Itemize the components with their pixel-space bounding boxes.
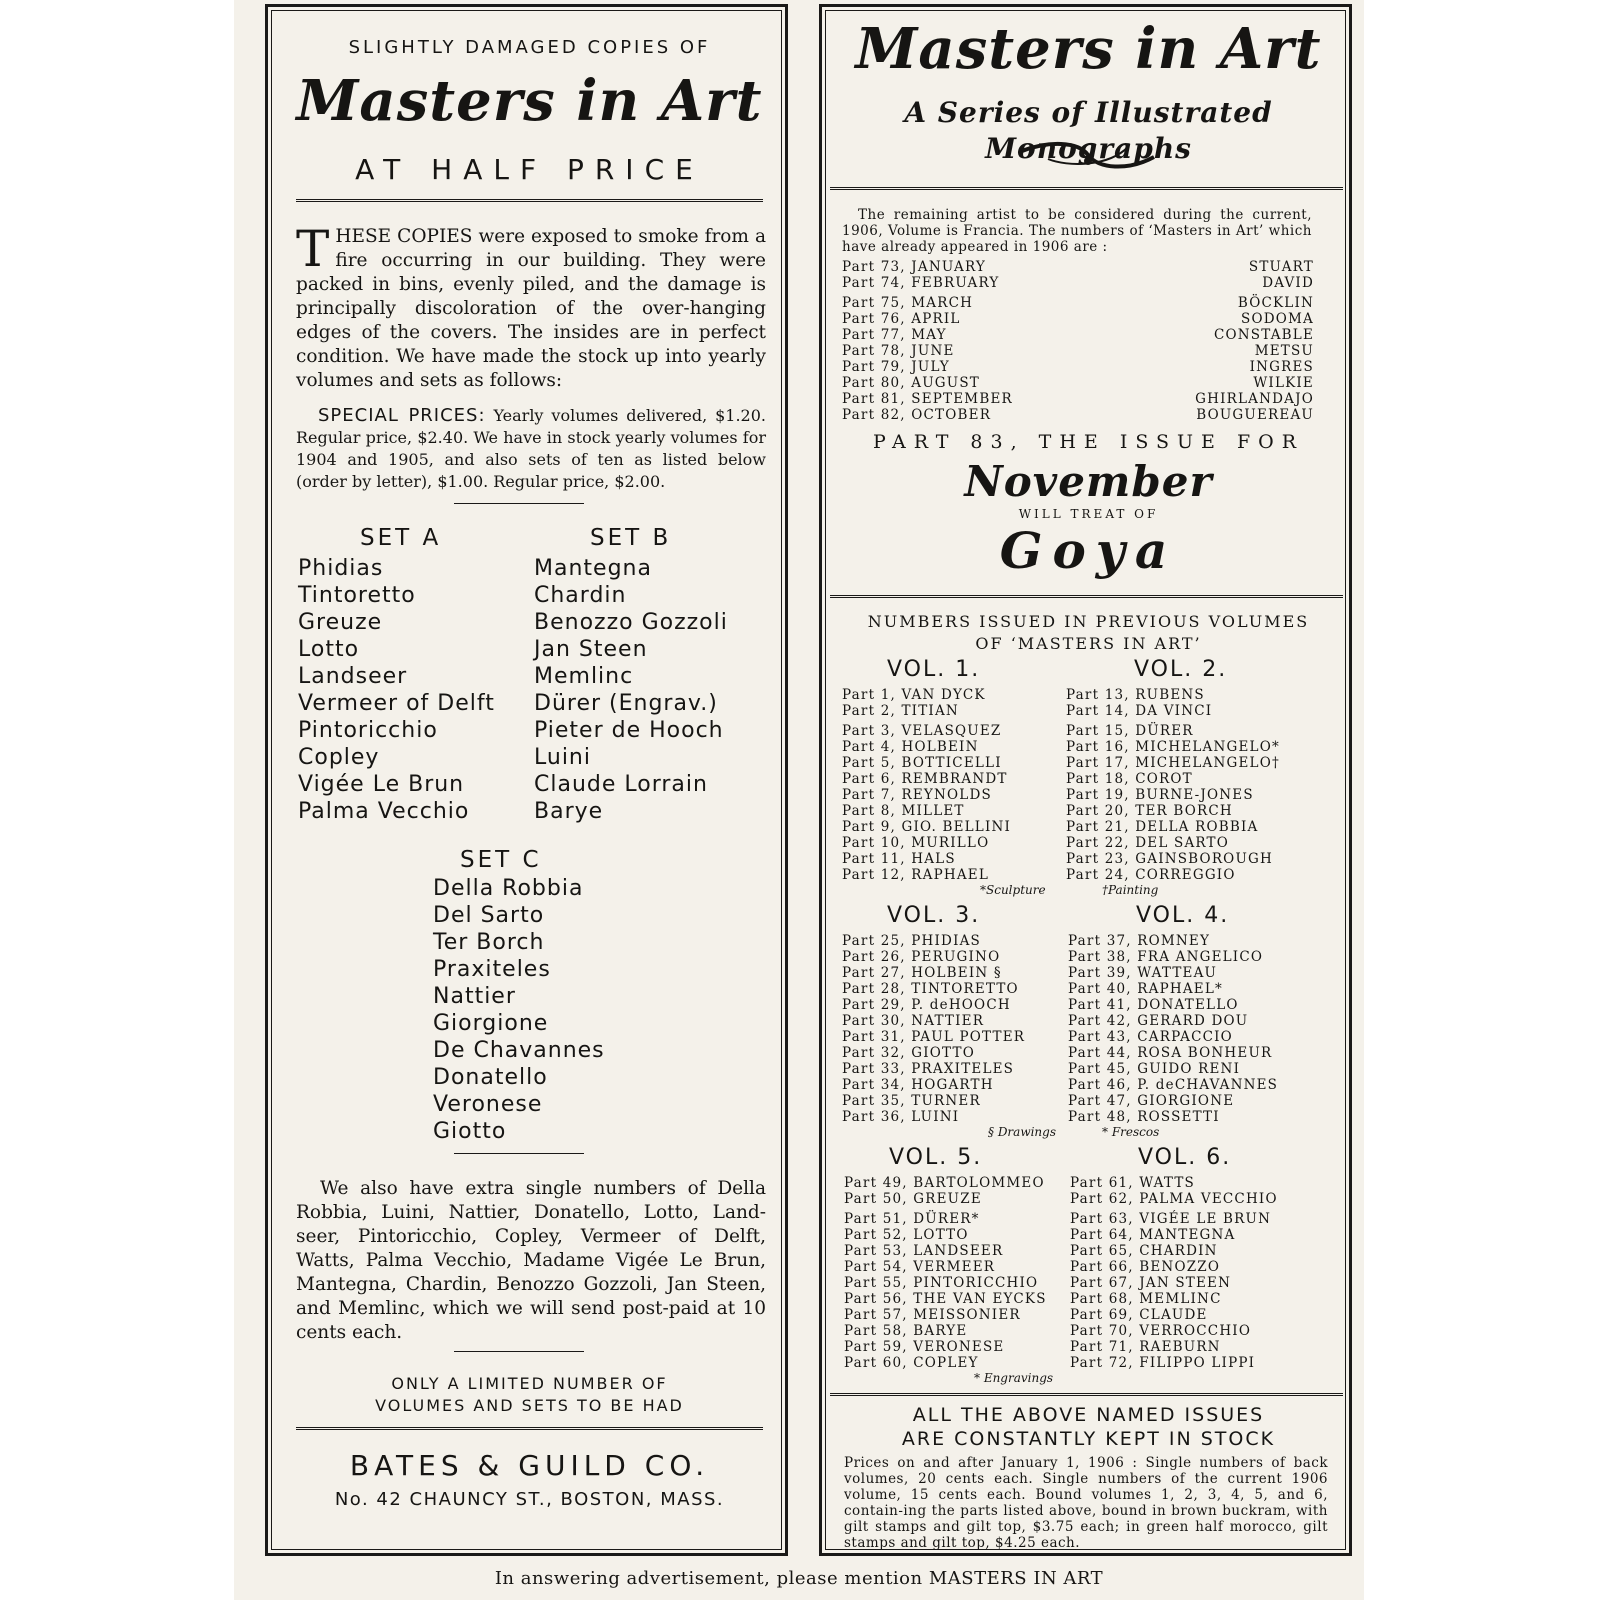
list-item: Chardin: [534, 583, 627, 608]
vol-5-heading: VOL. 5.: [889, 1145, 983, 1170]
list-item: Part 5, BOTTICELLI: [842, 755, 1002, 771]
previous-heading-line-2: OF ‘MASTERS IN ART’: [975, 634, 1202, 653]
list-item: Part 44, ROSA BONHEUR: [1068, 1045, 1273, 1061]
list-item: Part 20, TER BORCH: [1066, 803, 1233, 819]
list-item: Part 22, DEL SARTO: [1066, 835, 1229, 851]
list-item: Part 77, MAY CONSTABLE: [842, 327, 1314, 343]
list-item: Part 1, VAN DYCK: [842, 687, 986, 703]
list-item: Part 67, JAN STEEN: [1070, 1275, 1232, 1291]
list-item: Tintoretto: [298, 583, 416, 608]
series-listing: [819, 4, 1352, 1556]
list-item: Part 31, PAUL POTTER: [842, 1029, 1026, 1045]
list-item: Part 41, DONATELLO: [1068, 997, 1239, 1013]
short-divider: [454, 503, 584, 504]
set-a-list: [298, 555, 495, 825]
list-item: Part 70, VERROCCHIO: [1070, 1323, 1252, 1339]
stock-line-2: ARE CONSTANTLY KEPT IN STOCK: [901, 1428, 1276, 1450]
list-item: Giotto: [433, 1119, 507, 1144]
list-item: Part 26, PERUGINO: [842, 949, 1001, 965]
list-item: Part 43, CARPACCIO: [1068, 1029, 1233, 1045]
list-item: Part 47, GIORGIONE: [1068, 1093, 1235, 1109]
set-c-list: [433, 875, 605, 1145]
limited-line-2: VOLUMES AND SETS TO BE HAD: [375, 1396, 684, 1415]
list-item: Part 29, P. deHOOCH: [842, 997, 1011, 1013]
list-item: Part 12, RAPHAEL: [842, 867, 989, 883]
footnote-drawings: § Drawings: [988, 1125, 1057, 1139]
list-item: Part 19, BURNE-JONES: [1066, 787, 1254, 803]
list-item: Part 74, FEBRUARY DAVID: [842, 275, 1314, 291]
list-item: Landseer: [298, 664, 408, 689]
list-item: Part 57, MEISSONIER: [844, 1307, 1021, 1323]
list-item: Donatello: [433, 1065, 548, 1090]
company-name: BATES & GUILD CO.: [349, 1449, 710, 1482]
list-item: Part 38, FRA ANGELICO: [1068, 949, 1264, 965]
list-item: Part 36, LUINI: [842, 1109, 960, 1125]
drop-cap: T: [296, 220, 330, 278]
issue-month: November: [964, 457, 1213, 506]
list-item: Part 52, LOTTO: [844, 1227, 969, 1243]
vol-1-list: [842, 687, 1011, 883]
list-item: Veronese: [433, 1092, 543, 1117]
vol-5-list: [844, 1175, 1047, 1371]
list-item: Part 30, NATTIER: [842, 1013, 985, 1029]
list-item: Part 32, GIOTTO: [842, 1045, 975, 1061]
list-item: Copley: [298, 745, 380, 770]
price-terms: Prices on and after January 1, 1906 : Single numbers of back volumes, 20 cents each. Single numbers of the current 1906 volume, 15 cents each. Bound volumes 1, 2, 3, 4, 5, and 6, contain-ing the parts listed above, bound in brown buckram, with gilt stamps and gilt top, $3.75 each; in green half morocco, gilt stamps and gilt top, $4.25 each.: [844, 1455, 1328, 1551]
list-item: Giorgione: [433, 1011, 549, 1036]
list-item: Part 13, RUBENS: [1066, 687, 1205, 703]
list-item: Part 33, PRAXITELES: [842, 1061, 1015, 1077]
intro-text: HESE COPIES were exposed to smoke from a fire occurring in our building. They were packed in bins, evenly piled, and the damage is principally discoloration of the over-hanging edges of the covers. The insides are in perfect condition. We have made the stock up into yearly volumes and sets as follows:: [296, 226, 766, 391]
vol-3-list: [842, 933, 1025, 1125]
vol-1-heading: VOL. 1.: [887, 657, 981, 682]
footnote-frescos: * Frescos: [1102, 1125, 1160, 1139]
list-item: Part 11, HALS: [842, 851, 956, 867]
list-item: Phidias: [298, 556, 384, 581]
list-item: Part 50, GREUZE: [844, 1191, 982, 1207]
masthead-divider: [830, 187, 1343, 193]
magazine-page: [234, 0, 1364, 1600]
list-item: Vermeer of Delft: [298, 691, 495, 716]
list-item: Ter Borch: [433, 930, 545, 955]
list-item: Jan Steen: [534, 637, 648, 662]
ad-subtitle: AT HALF PRICE: [355, 153, 704, 186]
list-item: Part 60, COPLEY: [844, 1355, 979, 1371]
title-divider: [296, 199, 763, 205]
list-item: Part 55, PINTORICCHIO: [844, 1275, 1039, 1291]
ad-title: Masters in Art: [296, 68, 763, 134]
list-item: Part 35, TURNER: [842, 1093, 981, 1109]
list-item: Palma Vecchio: [298, 799, 470, 824]
list-item: Praxiteles: [433, 957, 551, 982]
footnote-sculpture: *Sculpture: [980, 883, 1046, 897]
list-item: Part 56, THE VAN EYCKS: [844, 1291, 1047, 1307]
current-volume-intro: The remaining artist to be considered during the current, 1906, Volume is Francia. The numbers of ‘Masters in Art’ which have already appeared in 1906 are :: [842, 207, 1312, 255]
list-item: Memlinc: [534, 664, 634, 689]
list-item: Part 68, MEMLINC: [1070, 1291, 1222, 1307]
list-item: Luini: [534, 745, 591, 770]
list-item: Part 46, P. deCHAVANNES: [1068, 1077, 1279, 1093]
limited-line-1: ONLY A LIMITED NUMBER OF: [391, 1374, 668, 1393]
vol-2-list: [1066, 687, 1280, 883]
previous-heading-line-1: NUMBERS ISSUED IN PREVIOUS VOLUMES: [867, 612, 1310, 631]
list-item: Part 28, TINTORETTO: [842, 981, 1019, 997]
short-divider: [454, 1153, 584, 1154]
list-item: Part 21, DELLA ROBBIA: [1066, 819, 1259, 835]
list-item: Part 18, COROT: [1066, 771, 1193, 787]
list-item: Part 59, VERONESE: [844, 1339, 1005, 1355]
vol-6-heading: VOL. 6.: [1138, 1145, 1232, 1170]
extra-numbers-text: We also have extra single numbers of Della Robbia, Luini, Nattier, Donatello, Lotto, Land-seer, Pintoricchio, Copley, Vermeer of Delft, Watts, Palma Vecchio, Madame Vigée Le Brun, Mantegna, Chardin, Benozzo Gozzoli, Jan Steen, and Memlinc, which we will send post-paid at 10 cents each.: [296, 1178, 766, 1343]
list-item: Part 73, JANUARY STUART: [842, 259, 1314, 275]
list-item: Lotto: [298, 637, 360, 662]
list-item: Dürer (Engrav.): [534, 691, 718, 716]
list-item: Pintoricchio: [298, 718, 438, 743]
list-item: Part 66, BENOZZO: [1070, 1259, 1221, 1275]
previous-volumes-heading: [822, 611, 1355, 655]
ad-kicker: SLIGHTLY DAMAGED COPIES OF: [348, 37, 711, 58]
stock-divider: [830, 1393, 1343, 1399]
list-item: Part 10, MURILLO: [842, 835, 990, 851]
list-item: Part 72, FILIPPO LIPPI: [1070, 1355, 1256, 1371]
issue-line: PART 83, THE ISSUE FOR: [872, 431, 1305, 453]
list-item: Part 65, CHARDIN: [1070, 1243, 1218, 1259]
footnote-painting: †Painting: [1102, 883, 1159, 897]
half-price-ad: [265, 4, 788, 1556]
current-volume-list: [842, 259, 1314, 423]
vol-4-heading: VOL. 4.: [1136, 903, 1230, 928]
list-item: Part 53, LANDSEER: [844, 1243, 1004, 1259]
masthead-title: Masters in Art: [855, 16, 1322, 82]
list-item: Part 14, DA VINCI: [1066, 703, 1213, 719]
list-item: Part 49, BARTOLOMMEO: [844, 1175, 1045, 1191]
list-item: Part 75, MARCH BÖCKLIN: [842, 295, 1314, 311]
list-item: Part 76, APRIL SODOMA: [842, 311, 1314, 327]
list-item: Part 82, OCTOBER BOUGUEREAU: [842, 407, 1314, 423]
list-item: Mantegna: [534, 556, 652, 581]
list-item: Benozzo Gozzoli: [534, 610, 728, 635]
list-item: Part 8, MILLET: [842, 803, 965, 819]
list-item: Della Robbia: [433, 876, 584, 901]
list-item: Part 80, AUGUST WILKIE: [842, 375, 1314, 391]
list-item: Part 40, RAPHAEL*: [1068, 981, 1223, 997]
list-item: Part 7, REYNOLDS: [842, 787, 992, 803]
list-item: Part 6, REMBRANDT: [842, 771, 1008, 787]
list-item: Part 64, MANTEGNA: [1070, 1227, 1236, 1243]
list-item: Part 24, CORREGGIO: [1066, 867, 1236, 883]
masthead-subtitle: A Series of Illustrated Monographs: [904, 96, 1273, 165]
list-item: Claude Lorrain: [534, 772, 708, 797]
special-prices-label: SPECIAL PRICES:: [318, 405, 486, 426]
list-item: Del Sarto: [433, 903, 545, 928]
list-item: Part 9, GIO. BELLINI: [842, 819, 1012, 835]
stock-line-1: ALL THE ABOVE NAMED ISSUES: [912, 1404, 1265, 1426]
list-item: Part 15, DÜRER: [1066, 723, 1194, 739]
set-b-heading: SET B: [590, 525, 672, 551]
list-item: Part 54, VERMEER: [844, 1259, 996, 1275]
issue-artist: Goya: [999, 521, 1178, 580]
stock-notice: [822, 1403, 1355, 1451]
list-item: Part 42, GERARD DOU: [1068, 1013, 1249, 1029]
list-item: Part 61, WATTS: [1070, 1175, 1195, 1191]
list-item: Part 63, VIGÉE LE BRUN: [1070, 1211, 1272, 1227]
intro-paragraph: [296, 220, 766, 393]
list-item: Part 2, TITIAN: [842, 703, 959, 719]
footer-divider: [296, 1427, 763, 1433]
list-item: Part 16, MICHELANGELO*: [1066, 739, 1280, 755]
page-footer: In answering advertisement, please mention MASTERS IN ART: [494, 1568, 1104, 1589]
vol-2-heading: VOL. 2.: [1134, 657, 1228, 682]
short-divider: [454, 1351, 584, 1352]
list-item: Part 78, JUNE METSU: [842, 343, 1314, 359]
list-item: Part 39, WATTEAU: [1068, 965, 1218, 981]
list-item: Part 62, PALMA VECCHIO: [1070, 1191, 1278, 1207]
list-item: Vigée Le Brun: [298, 772, 465, 797]
special-prices-text: Yearly volumes delivered, $1.20. Regular price, $2.40. We have in stock yearly volumes for 1904 and 1905, and also sets of ten as listed below (order by letter), $1.00. Regular price, $2.00.: [296, 406, 766, 491]
vol-6-list: [1070, 1175, 1278, 1371]
set-c-heading: SET C: [460, 847, 542, 873]
list-item: Part 58, BARYE: [844, 1323, 968, 1339]
list-item: Part 45, GUIDO RENI: [1068, 1061, 1241, 1077]
flourish-ornament: [1018, 137, 1158, 177]
list-item: Greuze: [298, 610, 383, 635]
list-item: Part 51, DÜRER*: [844, 1211, 980, 1227]
special-prices: [296, 405, 766, 493]
list-item: Part 25, PHIDIAS: [842, 933, 981, 949]
vol-3-heading: VOL. 3.: [887, 903, 981, 928]
list-item: Part 23, GAINSBOROUGH: [1066, 851, 1273, 867]
list-item: Part 79, JULY INGRES: [842, 359, 1314, 375]
list-item: Part 3, VELASQUEZ: [842, 723, 1002, 739]
list-item: Part 27, HOLBEIN §: [842, 965, 1002, 981]
limited-notice: [268, 1373, 791, 1417]
list-item: Part 4, HOLBEIN: [842, 739, 979, 755]
issue-divider: [830, 595, 1343, 601]
list-item: Part 17, MICHELANGELO†: [1066, 755, 1280, 771]
list-item: Pieter de Hooch: [534, 718, 724, 743]
list-item: Part 71, RAEBURN: [1070, 1339, 1221, 1355]
list-item: Barye: [534, 799, 604, 824]
footnote-engravings: * Engravings: [974, 1371, 1054, 1385]
list-item: Part 81, SEPTEMBER GHIRLANDAJO: [842, 391, 1314, 407]
will-treat-label: WILL TREAT OF: [1018, 507, 1159, 521]
list-item: Nattier: [433, 984, 516, 1009]
set-b-list: [534, 555, 728, 825]
set-a-heading: SET A: [360, 525, 442, 551]
list-item: Part 34, HOGARTH: [842, 1077, 994, 1093]
company-address: No. 42 CHAUNCY ST., BOSTON, MASS.: [334, 1489, 725, 1510]
list-item: De Chavannes: [433, 1038, 605, 1063]
vol-4-list: [1068, 933, 1278, 1125]
list-item: Part 37, ROMNEY: [1068, 933, 1211, 949]
list-item: Part 48, ROSSETTI: [1068, 1109, 1220, 1125]
list-item: Part 69, CLAUDE: [1070, 1307, 1208, 1323]
